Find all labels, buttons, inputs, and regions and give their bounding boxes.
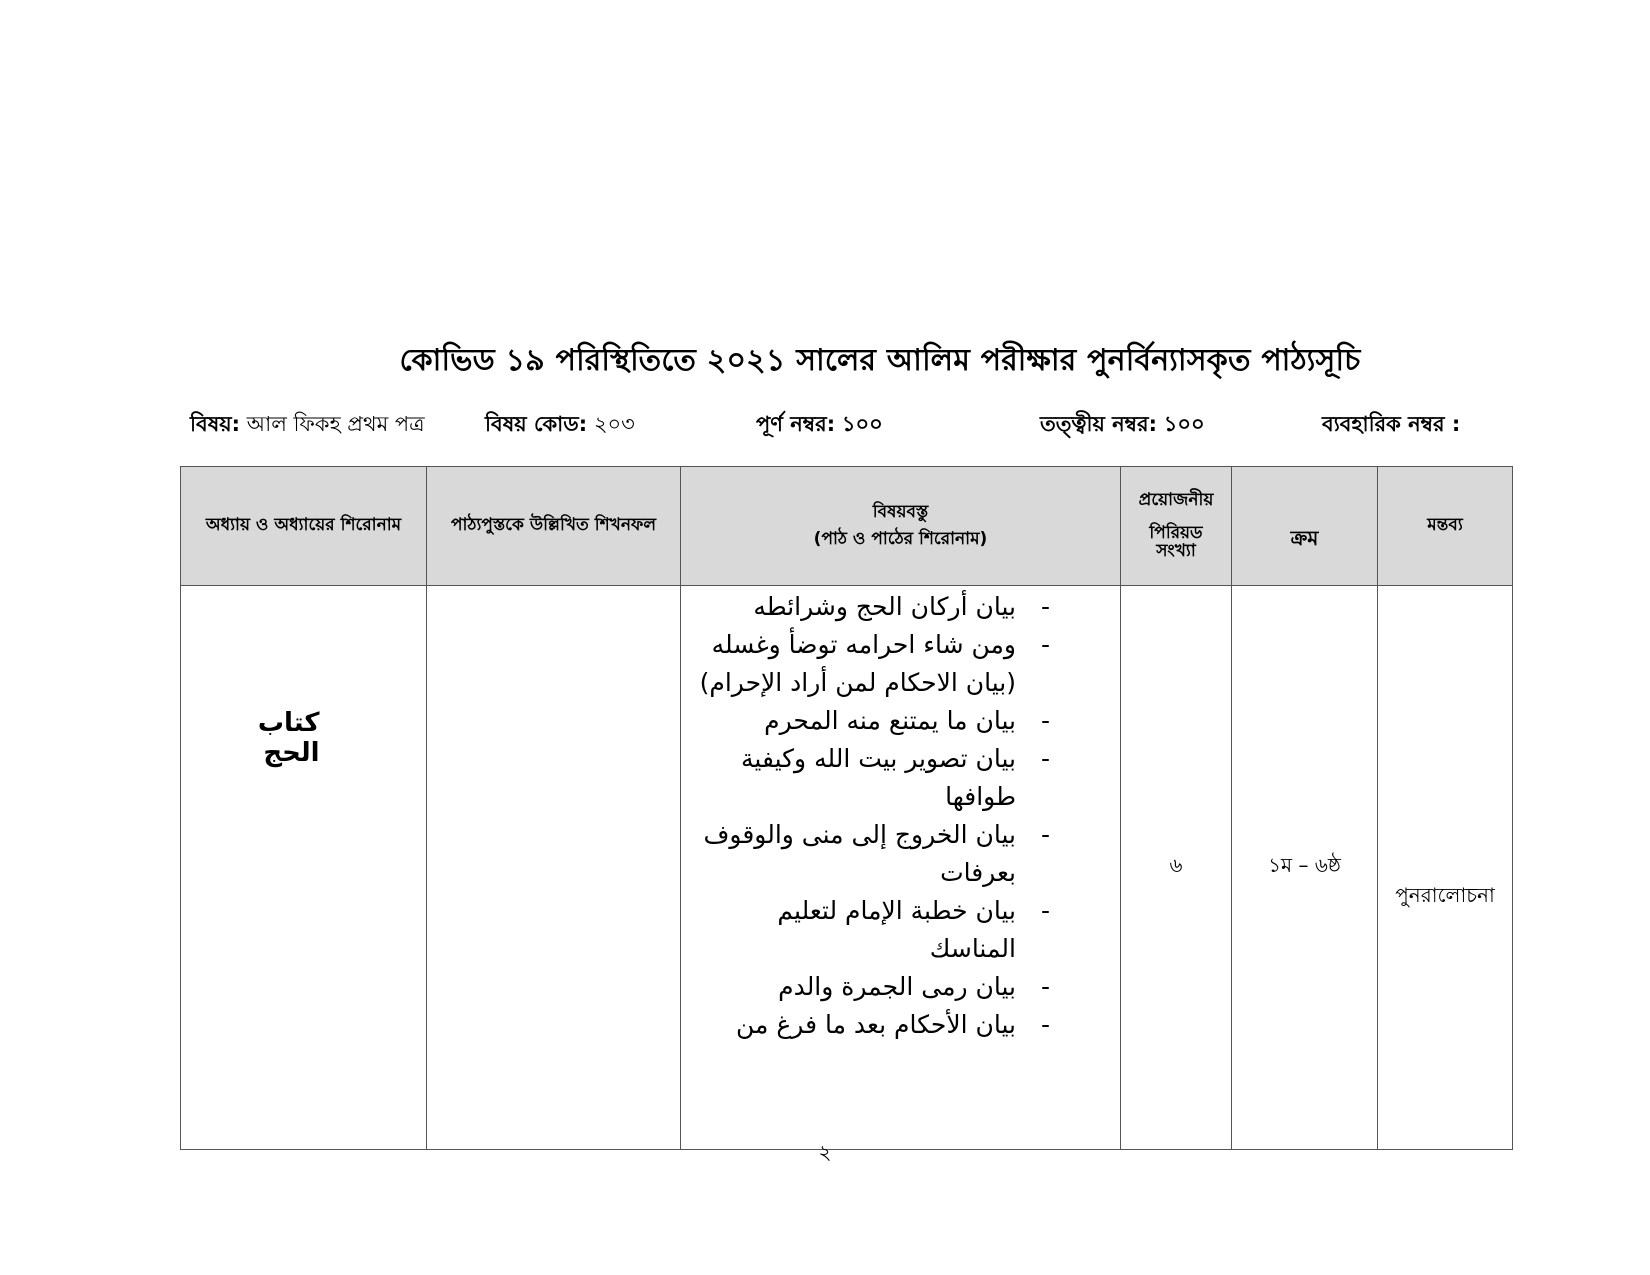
subject-label: বিষয়: bbox=[190, 412, 241, 436]
list-item: - بيان ما يمتنع منه المحرم bbox=[691, 702, 1050, 740]
chapter-title: كتاب الحج bbox=[257, 707, 320, 768]
header-periods-line3: সংখ্যা bbox=[1156, 541, 1196, 562]
table-row bbox=[181, 586, 1513, 1150]
order-cell: ১ম – ৬ষ্ঠ bbox=[1232, 586, 1378, 1150]
remarks-text: পুনরালোচনা bbox=[1395, 882, 1495, 907]
list-item: - بيان الخروج إلى منى والوقوف بعرفات bbox=[691, 816, 1050, 892]
header-periods-line1: প্রয়োজনীয় bbox=[1138, 489, 1214, 510]
theory-marks-label: তত্ত্বীয় নম্বর: bbox=[1040, 412, 1157, 436]
subject-code-label: বিষয় কোড: bbox=[485, 412, 588, 436]
header-learning-outcomes: পাঠ্যপুস্তকে উল্লিখিত শিখনফল bbox=[427, 467, 681, 586]
header-content bbox=[681, 467, 1121, 586]
list-item: - ومن شاء احرامه توضأ وغسله (بيان الاحكام لمن أراد الإحرام) bbox=[691, 626, 1050, 702]
header-periods bbox=[1121, 467, 1232, 586]
subject-info bbox=[190, 408, 425, 443]
list-item: - بيان رمى الجمرة والدم bbox=[691, 968, 1050, 1006]
theory-marks-info bbox=[1040, 408, 1205, 443]
page-number: ২ bbox=[818, 1140, 832, 1164]
page-title: কোভিড ১৯ পরিস্থিতিতে ২০২১ সালের আলিম পরীক্ষার পুনর্বিন্যাসকৃত পাঠ্যসূচি bbox=[399, 343, 1361, 378]
syllabus-table bbox=[180, 466, 1513, 1150]
remarks-cell bbox=[1378, 586, 1513, 1150]
table-header-row bbox=[181, 467, 1513, 586]
practical-marks-label: ব্যবহারিক নম্বর : bbox=[1322, 412, 1461, 436]
learning-outcomes-cell bbox=[427, 586, 681, 1150]
subject-value: আল ফিকহ প্রথম পত্র bbox=[246, 412, 425, 436]
subject-code-value: ২০৩ bbox=[593, 412, 635, 436]
list-item: - بيان خطبة الإمام لتعليم المناسك bbox=[691, 892, 1050, 968]
full-marks-info bbox=[756, 408, 883, 443]
header-content-line2: (পাঠ ও পাঠের শিরোনাম) bbox=[813, 529, 988, 549]
header-chapter: অধ্যায় ও অধ্যায়ের শিরোনাম bbox=[181, 467, 427, 586]
full-marks-value: ১০০ bbox=[841, 412, 883, 436]
practical-marks-info bbox=[1322, 408, 1460, 443]
header-order: ক্রম bbox=[1232, 467, 1378, 586]
lesson-list bbox=[681, 588, 1120, 1044]
periods-cell: ৬ bbox=[1121, 586, 1232, 1150]
list-item: - بيان أركان الحج وشرائطه bbox=[691, 588, 1050, 626]
header-content-line1: বিষয়বস্তু bbox=[872, 501, 929, 522]
list-item: - بيان تصوير بيت الله وكيفية طوافها bbox=[691, 740, 1050, 816]
content-cell bbox=[681, 586, 1121, 1150]
subject-info-row bbox=[0, 408, 1650, 444]
chapter-cell bbox=[181, 586, 427, 1150]
header-remarks: মন্তব্য bbox=[1378, 467, 1513, 586]
subject-code-info bbox=[485, 408, 635, 443]
theory-marks-value: ১০০ bbox=[1163, 412, 1205, 436]
header-periods-line2: পিরিয়ড bbox=[1149, 522, 1203, 543]
full-marks-label: পূর্ণ নম্বর: bbox=[756, 412, 836, 436]
list-item: - بيان الأحكام بعد ما فرغ من bbox=[691, 1006, 1050, 1044]
